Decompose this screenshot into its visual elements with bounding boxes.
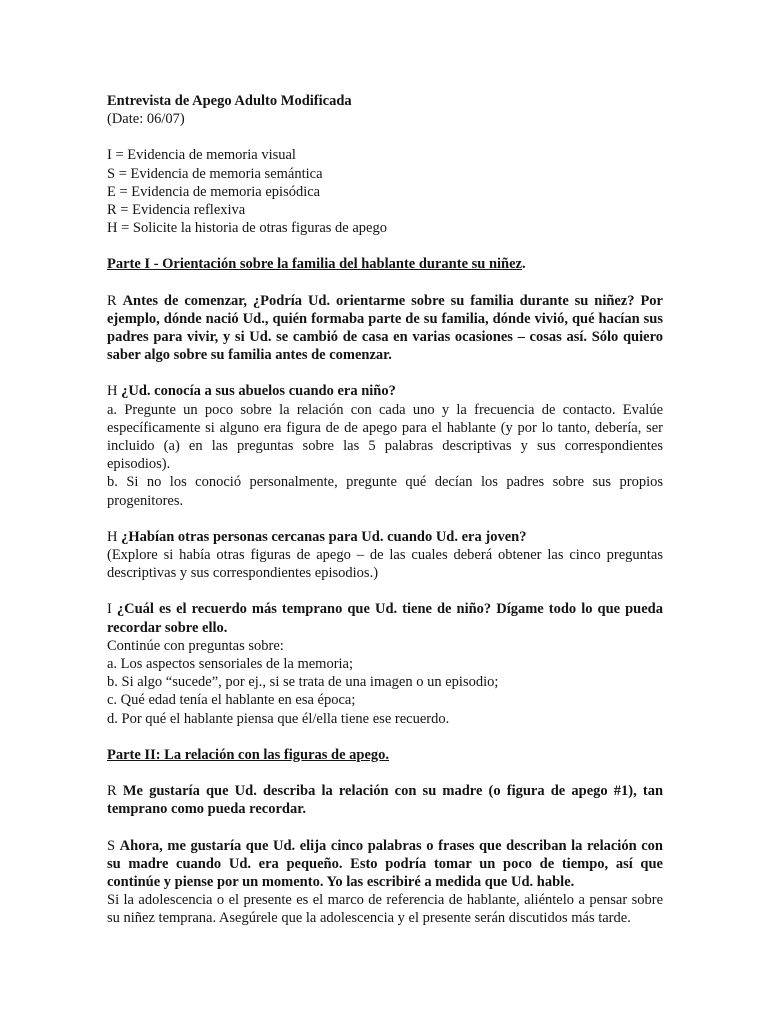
question-earliest-memory	[107, 600, 663, 636]
legend-item-history: H = Solicite la historia de otras figuras de apego	[107, 220, 387, 237]
question-code: H	[107, 528, 122, 545]
legend	[107, 146, 663, 237]
instruction-intro: Continúe con preguntas sobre:	[107, 637, 284, 654]
part1-heading: Parte I - Orientación sobre la familia del hablante durante su niñez.	[107, 256, 526, 273]
instruction-note: b. Si no los conoció personalmente, pregunte qué decían los padres sobre sus propios progenitores.	[107, 474, 663, 509]
instruction-note: a. Pregunte un poco sobre la relación con cada uno y la frecuencia de contacto. Evalúe específicamente si alguno era figura de de apego para el hablante (y por lo tanto, debería, ser incluido (a) en las preguntas sobre las 5 palabras descriptivas y sus correspondientes episodios).	[107, 401, 663, 473]
question-code: S	[107, 837, 120, 854]
question-grandparents	[107, 382, 663, 400]
question-close-persons	[107, 528, 663, 546]
question-text: Me gustaría que Ud. describa la relación con su madre (o figura de apego #1), tan temprano como pueda recordar.	[107, 783, 664, 818]
list-item: c. Qué edad tenía el hablante en esa época;	[107, 692, 356, 709]
instruction-note: (Explore si había otras figuras de apego – de las cuales deberá obtener las cinco preguntas descriptivas y sus correspondientes episodios.)	[107, 547, 663, 582]
question-text: ¿Habían otras personas cercanas para Ud. cuando Ud. era joven?	[121, 528, 527, 545]
question-five-words	[107, 837, 663, 892]
legend-item-visual: I = Evidencia de memoria visual	[107, 147, 296, 164]
list-item: d. Por qué el hablante piensa que él/ella tiene ese recuerdo.	[107, 710, 450, 727]
question-code: H	[107, 383, 122, 400]
legend-item-episodic: E = Evidencia de memoria episódica	[107, 183, 321, 200]
legend-item-reflexive: R = Evidencia reflexiva	[107, 202, 246, 219]
question-text: Antes de comenzar, ¿Podría Ud. orientarme sobre su familia durante su niñez? Por ejemplo, dónde nació Ud., quién formaba parte de su familia, dónde vivió, qué hacían sus padres para vivir, y si Ud. se cambió de casa en varias ocasiones – cosas así. Sólo quiero saber algo sobre su familia antes de comenzar.	[107, 292, 663, 364]
legend-item-semantic: S = Evidencia de memoria semántica	[107, 165, 323, 182]
question-code: R	[107, 292, 123, 309]
question-text: ¿Cuál es el recuerdo más temprano que Ud. tiene de niño? Dígame todo lo que pueda recordar sobre ello.	[107, 601, 663, 636]
question-code: R	[107, 783, 123, 800]
question-code: I	[107, 601, 117, 618]
instruction-note: Si la adolescencia o el presente es el marco de referencia de hablante, aliéntelo a pensar sobre su niñez temprana. Asegúrele que la adolescencia y el presente serán discutidos más tarde.	[107, 892, 663, 927]
question-text: Ahora, me gustaría que Ud. elija cinco palabras o frases que describan la relación con su madre cuando Ud. era pequeño. Esto podría tomar un poco de tiempo, así que continúe y piense por un momento. Yo las escribiré a medida que Ud. hable.	[107, 837, 663, 890]
part2-heading: Parte II: La relación con las figuras de apego.	[107, 746, 390, 763]
question-text: ¿Ud. conocía a sus abuelos cuando era niño?	[121, 383, 396, 400]
document-title: Entrevista de Apego Adulto Modificada	[107, 93, 352, 109]
document-body	[107, 92, 663, 928]
question-mother-relationship	[107, 782, 663, 818]
document-date: (Date: 06/07)	[107, 111, 185, 128]
question-family-orientation	[107, 292, 663, 365]
list-item: a. Los aspectos sensoriales de la memoria;	[107, 656, 354, 673]
list-item: b. Si algo “sucede”, por ej., si se trata de una imagen o un episodio;	[107, 674, 499, 691]
